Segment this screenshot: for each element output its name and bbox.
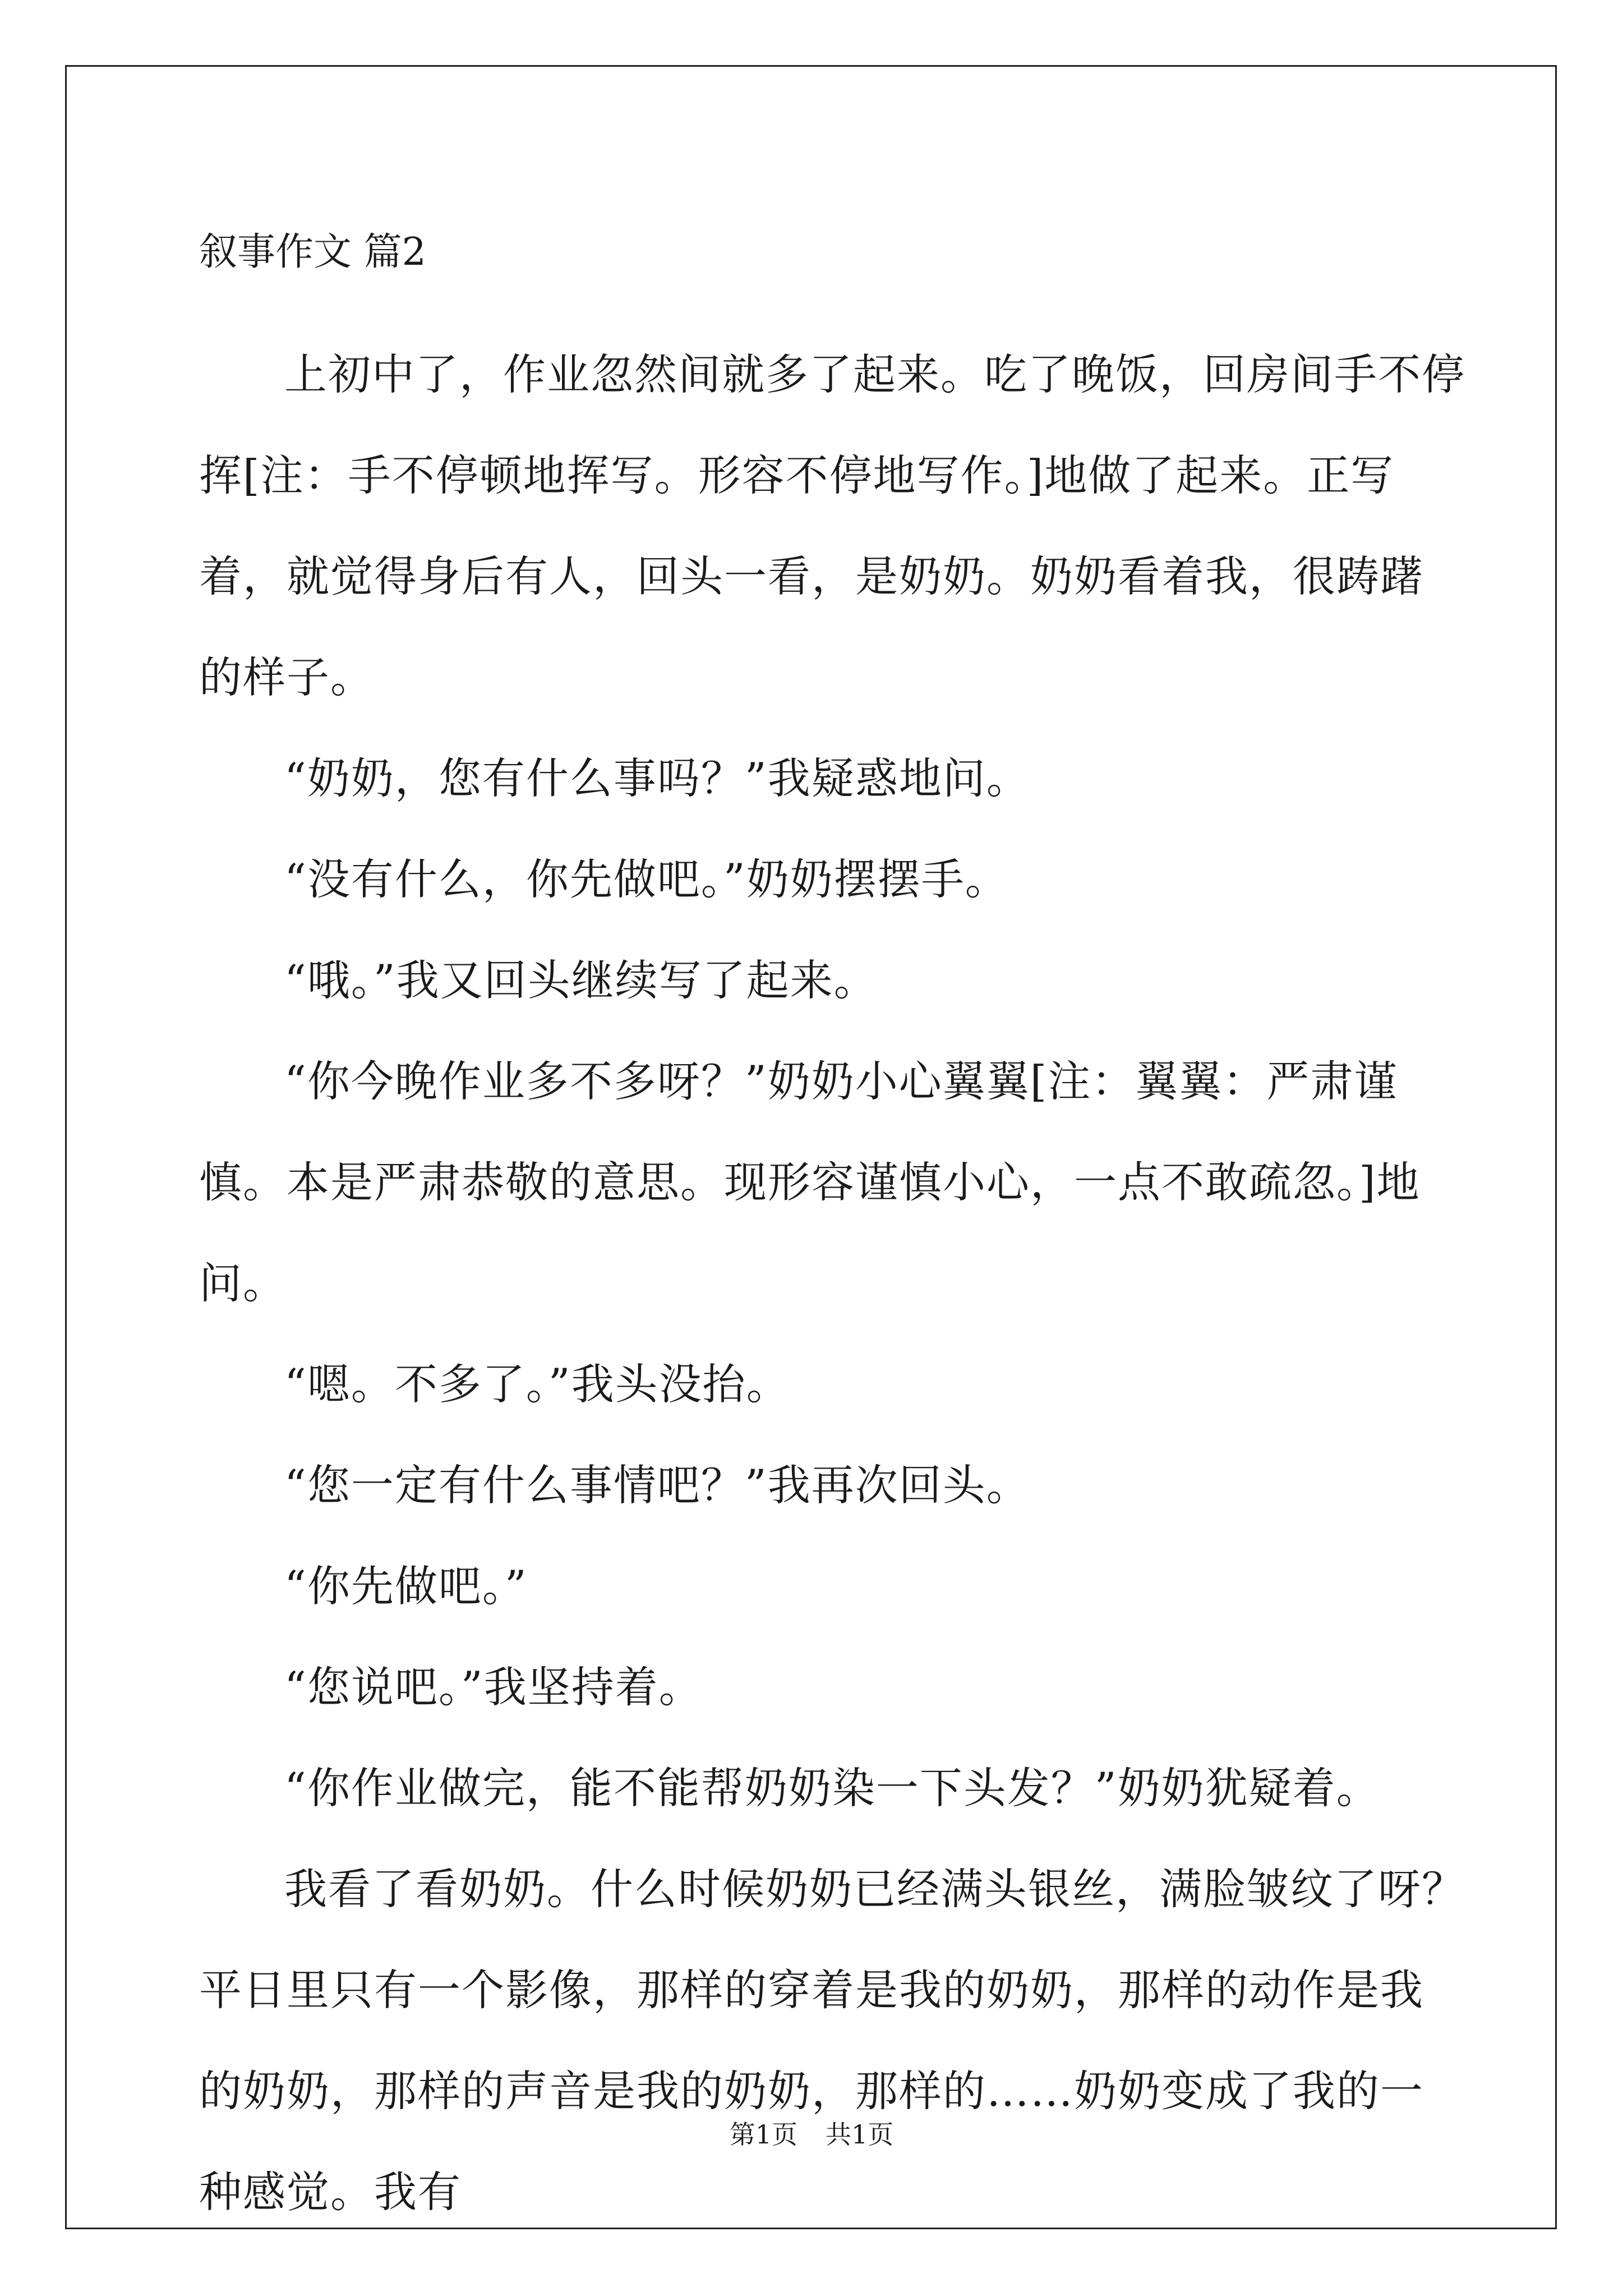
document-body xyxy=(199,224,1467,2243)
paragraph: 上初中了，作业忽然间就多了起来。吃了晚饭，回房间手不停挥[注：手不停顿地挥写。形容不停地写作。]地做了起来。正写着，就觉得身后有人，回头一看，是奶奶。奶奶看着我，很踌躇的样子。 xyxy=(199,349,1465,702)
page-footer xyxy=(0,2118,1623,2151)
page-number-total: 共1页 xyxy=(826,2119,894,2150)
paragraph: “你今晚作业多不多呀？”奶奶小心翼翼[注：翼翼：严肃谨慎。本是严肃恭敬的意思。现形容谨慎小心，一点不敢疏忽。]地问。 xyxy=(199,1056,1421,1308)
document-heading: 叙事作文 篇2 xyxy=(199,230,426,274)
paragraph: 我看了看奶奶。什么时候奶奶已经满头银丝，满脸皱纹了呀？平日里只有一个影像，那样的穿着是我的奶奶，那样的动作是我的奶奶，那样的声音是我的奶奶，那样的……奶奶变成了我的一种感觉。我有 xyxy=(199,1864,1465,2217)
paragraph: “哦。”我又回头继续写了起来。 xyxy=(284,955,878,1005)
paragraph: “没有什么，你先做吧。”奶奶摆摆手。 xyxy=(284,854,1009,904)
paragraph: “您一定有什么事情吧？”我再次回头。 xyxy=(284,1460,1030,1510)
paragraph: “您说吧。”我坚持着。 xyxy=(284,1662,703,1712)
paragraph: “你先做吧。” xyxy=(284,1561,528,1611)
paragraph: “奶奶，您有什么事吗？”我疑惑地问。 xyxy=(284,753,1030,803)
paragraph: “嗯。不多了。”我头没抬。 xyxy=(284,1359,790,1409)
paragraph: “你作业做完，能不能帮奶奶染一下头发？”奶奶犹疑着。 xyxy=(284,1763,1380,1813)
page-number-current: 第1页 xyxy=(729,2119,797,2150)
